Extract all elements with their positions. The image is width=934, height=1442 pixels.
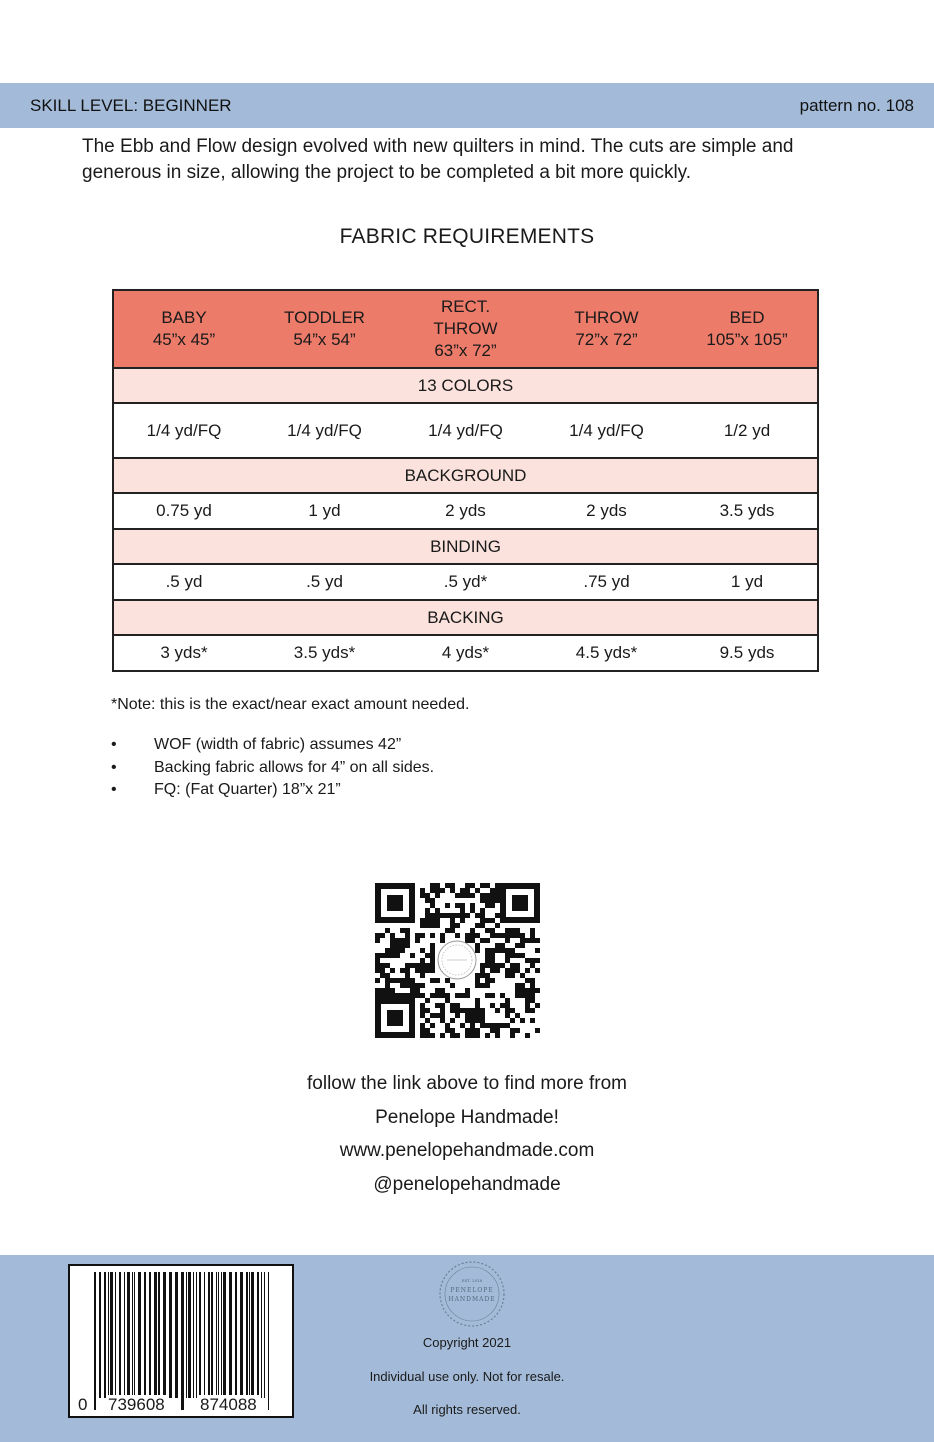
- seal-line1: PENELOPE: [450, 1287, 494, 1294]
- yardage-note: *Note: this is the exact/near exact amount needed.: [111, 696, 470, 713]
- barcode-group-right: 874088: [200, 1395, 257, 1414]
- section-title: FABRIC REQUIREMENTS: [339, 225, 595, 248]
- table-cell: .5 yd: [165, 572, 203, 591]
- section-label: BACKING: [113, 600, 818, 635]
- seal-est: EST. 2018: [461, 1278, 483, 1283]
- size-header-rect-throw: RECT. THROW 63”x 72”: [395, 290, 536, 368]
- section-row-binding: [113, 529, 818, 564]
- pattern-number: pattern no. 108: [799, 95, 914, 115]
- rights-notice: All rights reserved.: [413, 1402, 521, 1417]
- barcode-group-left: 739608: [108, 1395, 165, 1414]
- follow-text: follow the link above to find more from: [307, 1073, 627, 1094]
- barcode-lead-digit: 0: [78, 1395, 88, 1414]
- header-band: [0, 83, 934, 128]
- table-cell: 1/2 yd: [723, 420, 771, 440]
- section-label: BACKGROUND: [113, 458, 818, 493]
- table-cell: .75 yd: [583, 572, 630, 591]
- fabric-requirements-table: [112, 289, 819, 672]
- follow-block: [0, 1067, 934, 1201]
- section-label: 13 COLORS: [113, 368, 818, 403]
- table-cell: 3.5 yds*: [293, 643, 356, 662]
- table-row: [113, 493, 818, 529]
- notes-list: [111, 734, 434, 802]
- table-cell: 1 yd: [730, 572, 764, 591]
- list-item: • WOF (width of fabric) assumes 42”: [111, 734, 434, 757]
- table-cell: .5 yd: [306, 572, 343, 591]
- table-cell: 1/4 yd/FQ: [146, 420, 222, 440]
- table-cell: 1 yd: [308, 501, 341, 520]
- intro-paragraph: [82, 134, 852, 186]
- follow-brand: Penelope Handmade!: [375, 1106, 559, 1128]
- size-header-bed: BED 105”x 105”: [677, 290, 818, 368]
- table-cell: 2 yds: [586, 501, 627, 520]
- section-label: BINDING: [113, 529, 818, 564]
- table-row: [113, 635, 818, 671]
- table-cell: 4.5 yds*: [575, 643, 638, 662]
- bullet-icon: •: [111, 758, 117, 776]
- table-cell: 1/4 yd/FQ: [287, 420, 362, 440]
- section-row-colors: [113, 368, 818, 403]
- skill-level: SKILL LEVEL: BEGINNER: [30, 95, 232, 115]
- qr-code-icon[interactable]: [375, 883, 540, 1038]
- usage-notice: Individual use only. Not for resale.: [369, 1369, 565, 1384]
- section-row-background: [113, 458, 818, 493]
- copyright: Copyright 2021: [422, 1335, 512, 1350]
- social-handle[interactable]: @penelopehandmade: [373, 1173, 561, 1195]
- list-item: • Backing fabric allows for 4” on all sides.: [111, 757, 434, 780]
- website-link[interactable]: www.penelopehandmade.com: [339, 1140, 595, 1161]
- table-cell: 1/4 yd/FQ: [428, 420, 503, 440]
- penelope-handmade-seal-icon: [432, 1258, 512, 1330]
- seal-line2: HANDMADE: [448, 1296, 496, 1303]
- size-header-toddler: TODDLER 54”x 54”: [254, 290, 395, 368]
- size-header-baby: BABY 45”x 45”: [113, 290, 254, 368]
- list-item: • FQ: (Fat Quarter) 18”x 21”: [111, 779, 434, 802]
- bullet-icon: •: [111, 781, 117, 798]
- intro-line: generous in size, allowing the project to be completed a bit more quickly.: [82, 162, 692, 183]
- section-row-backing: [113, 600, 818, 635]
- table-cell: 9.5 yds: [719, 643, 775, 662]
- size-header-throw: THROW 72”x 72”: [536, 290, 677, 368]
- table-cell: 3 yds*: [160, 643, 208, 662]
- table-cell: 1/4 yd/FQ: [569, 420, 644, 440]
- table-cell: 4 yds*: [441, 643, 490, 662]
- table-row: [113, 403, 818, 458]
- bullet-icon: •: [111, 736, 117, 753]
- table-cell: .5 yd*: [443, 572, 488, 591]
- table-cell: 2 yds: [445, 501, 486, 520]
- intro-line: The Ebb and Flow design evolved with new quilters in mind. The cuts are simple and: [82, 136, 794, 157]
- table-cell: 3.5 yds: [719, 501, 775, 520]
- table-row: [113, 564, 818, 600]
- table-cell: 0.75 yd: [156, 501, 212, 520]
- size-header-row: [113, 290, 818, 368]
